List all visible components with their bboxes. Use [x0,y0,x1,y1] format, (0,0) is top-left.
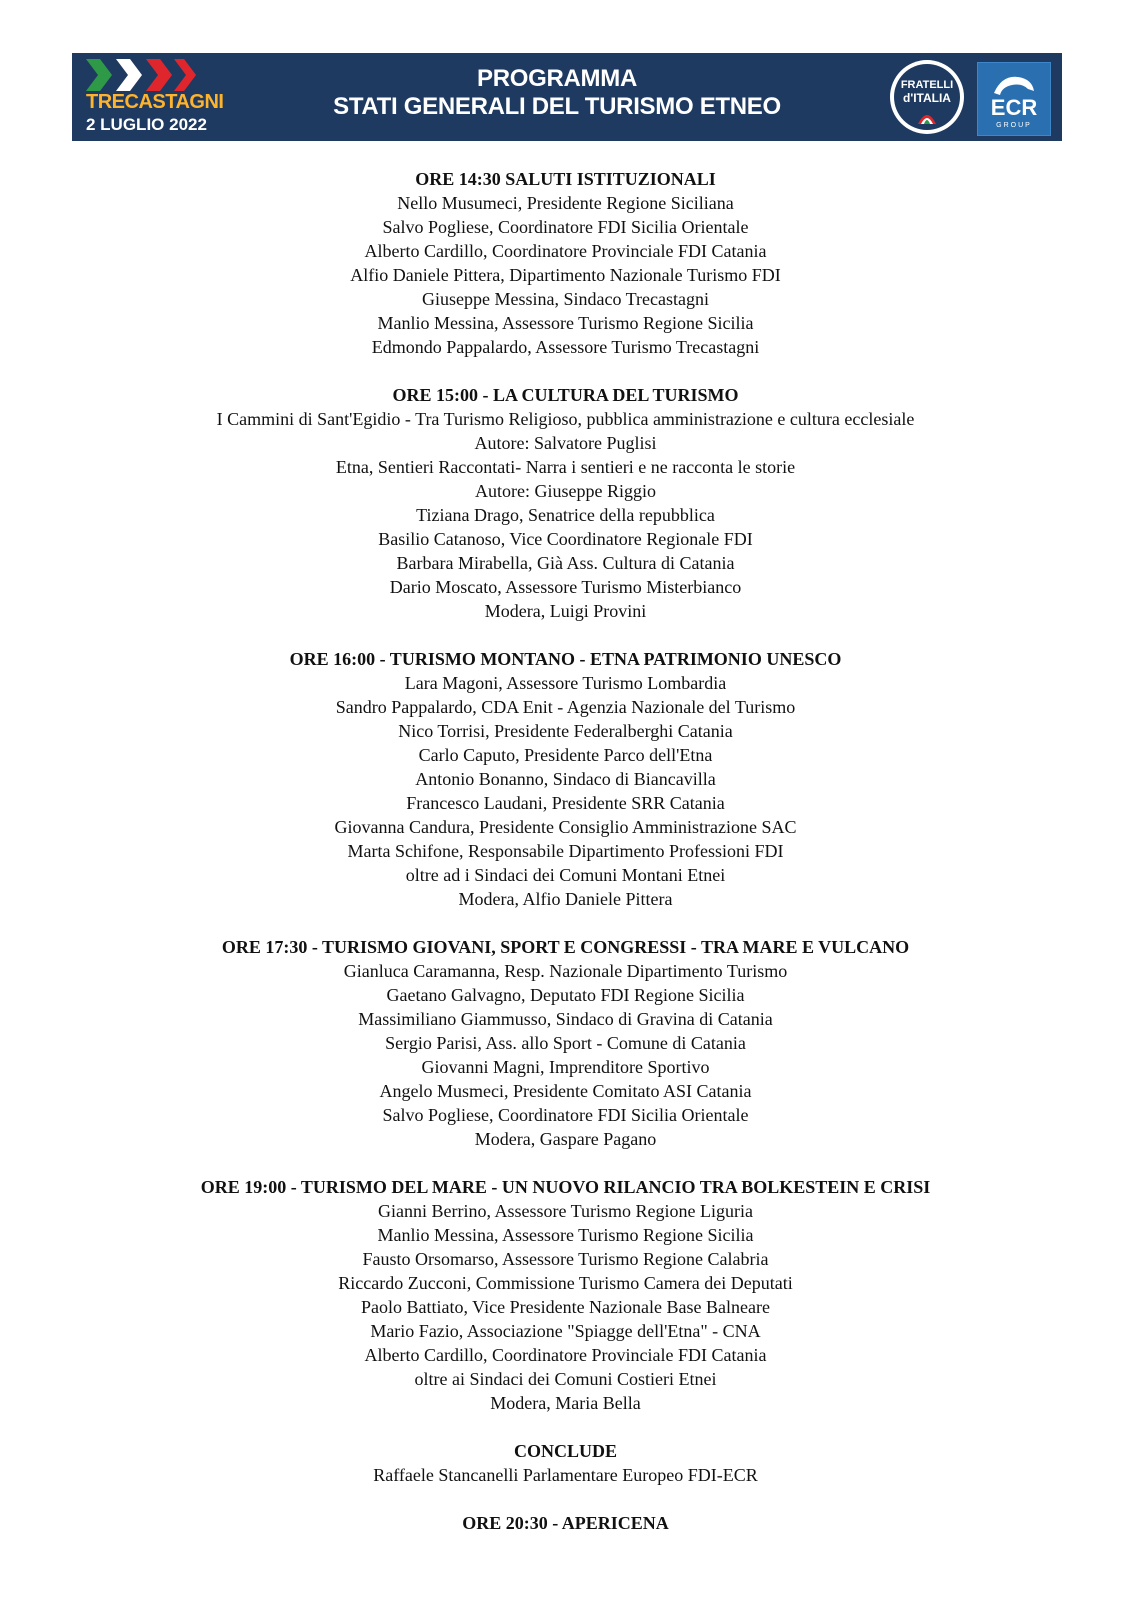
speaker-line: Nello Musumeci, Presidente Regione Siciliana [397,193,734,213]
section-heading [0,1175,1131,1199]
speaker-line: Angelo Musmeci, Presidente Comitato ASI Catania [379,1081,752,1101]
program-section [0,383,1131,623]
speaker-line: Salvo Pogliese, Coordinatore FDI Sicilia Orientale [382,1105,749,1125]
section-heading [0,1439,1131,1463]
speaker-line: Sergio Parisi, Ass. allo Sport - Comune di Catania [385,1033,746,1053]
speaker-line: Fausto Orsomarso, Assessore Turismo Regione Calabria [362,1249,769,1269]
program-section [0,935,1131,1151]
section-title: - TURISMO MONTANO - ETNA PATRIMONIO UNESCO [379,649,842,669]
speaker-line: Riccardo Zucconi, Commissione Turismo Camera dei Deputati [338,1273,793,1293]
speaker-line: Manlio Messina, Assessore Turismo Regione Sicilia [377,1225,754,1245]
speaker-line: Giovanna Candura, Presidente Consiglio Amministrazione SAC [334,817,797,837]
speaker-line: Giovanni Magni, Imprenditore Sportivo [421,1057,710,1077]
section-title: CONCLUDE [513,1441,617,1461]
ecr-lion-icon [978,63,1050,135]
program-section [0,1175,1131,1415]
section-time: ORE 14:30 [415,169,501,189]
section-title: - LA CULTURA DEL TURISMO [482,385,739,405]
speaker-line: Marta Schifone, Responsabile Dipartimento Professioni FDI [347,841,784,861]
section-heading [0,1511,1131,1535]
section-heading [0,167,1131,191]
section-time: ORE 16:00 [289,649,376,669]
speaker-line: Alfio Daniele Pittera, Dipartimento Nazionale Turismo FDI [350,265,781,285]
event-date: 2 LUGLIO 2022 [86,115,207,134]
section-title: - APERICENA [552,1513,669,1533]
program-section [0,1439,1131,1487]
section-title: - TURISMO GIOVANI, SPORT E CONGRESSI - TRA MARE E VULCANO [311,937,910,957]
speaker-line: Lara Magoni, Assessore Turismo Lombardia [404,673,727,693]
speaker-line: Nico Torrisi, Presidente Federalberghi Catania [398,721,733,741]
section-time: ORE 19:00 [200,1177,287,1197]
section-time: ORE 20:30 [462,1513,548,1533]
speaker-line: oltre ad i Sindaci dei Comuni Montani Etnei [405,865,726,885]
event-city: TRECASTAGNI [86,91,224,113]
ecr-group-logo [977,62,1051,136]
speaker-line: Autore: Salvatore Puglisi [474,433,657,453]
page-title [302,65,812,121]
program-section [0,167,1131,359]
speaker-line: Mario Fazio, Associazione "Spiagge dell'Etna" - CNA [370,1321,761,1341]
speaker-line: Modera, Alfio Daniele Pittera [458,889,673,909]
speaker-line: Salvo Pogliese, Coordinatore FDI Sicilia Orientale [382,217,749,237]
speaker-line: Barbara Mirabella, Già Ass. Cultura di Catania [396,553,735,573]
section-heading [0,935,1131,959]
header-banner [72,53,1062,141]
speaker-line: Alberto Cardillo, Coordinatore Provinciale FDI Catania [364,1345,767,1365]
speaker-line: Basilio Catanoso, Vice Coordinatore Regionale FDI [378,529,753,549]
speaker-line: Gianni Berrino, Assessore Turismo Regione Liguria [378,1201,753,1221]
speaker-line: Massimiliano Giammusso, Sindaco di Gravina di Catania [358,1009,773,1029]
speaker-line: oltre ai Sindaci dei Comuni Costieri Etnei [414,1369,717,1389]
speaker-line: Antonio Bonanno, Sindaco di Biancavilla [415,769,716,789]
group-logo-text: ECR [990,95,1038,120]
section-time: ORE 17:30 [221,937,308,957]
title-line-2: STATI GENERALI DEL TURISMO ETNEO [333,93,781,120]
speaker-line: Francesco Laudani, Presidente SRR Catania [406,793,725,813]
program-section [0,647,1131,911]
speaker-line: Manlio Messina, Assessore Turismo Regione Sicilia [377,313,754,333]
speaker-line: Dario Moscato, Assessore Turismo Misterbianco [389,577,742,597]
speaker-line: I Cammini di Sant'Egidio - Tra Turismo Religioso, pubblica amministrazione e cultura ecclesiale [216,409,915,429]
section-title: - TURISMO DEL MARE - UN NUOVO RILANCIO TRA BOLKESTEIN E CRISI [290,1177,931,1197]
speaker-line: Modera, Maria Bella [490,1393,641,1413]
speaker-line: Carlo Caputo, Presidente Parco dell'Etna [418,745,713,765]
tricolor-chevrons-icon [86,57,196,93]
speaker-line: Paolo Battiato, Vice Presidente Nazionale Base Balneare [361,1297,770,1317]
speaker-line: Giuseppe Messina, Sindaco Trecastagni [422,289,709,309]
title-line-1: PROGRAMMA [477,65,637,92]
speaker-line: Etna, Sentieri Raccontati- Narra i sentieri e ne racconta le storie [335,457,796,477]
speaker-line: Sandro Pappalardo, CDA Enit - Agenzia Nazionale del Turismo [335,697,796,717]
program-section [0,1511,1131,1535]
section-time: ORE 15:00 [392,385,478,405]
section-heading [0,647,1131,671]
fratelli-ditalia-logo-icon [888,58,966,136]
party-logo-text-1: FRATELLI [900,79,954,91]
speaker-line: Gianluca Caramanna, Resp. Nazionale Dipartimento Turismo [343,961,788,981]
speaker-line: Modera, Luigi Provini [484,601,647,621]
speaker-line: Alberto Cardillo, Coordinatore Provinciale FDI Catania [364,241,767,261]
speaker-line: Autore: Giuseppe Riggio [475,481,656,501]
group-logo-sub: GROUP [996,122,1032,129]
speaker-line: Tiziana Drago, Senatrice della repubblica [416,505,715,525]
speaker-line: Edmondo Pappalardo, Assessore Turismo Trecastagni [371,337,760,357]
speaker-line: Raffaele Stancanelli Parlamentare Europeo FDI-ECR [373,1465,758,1485]
section-title: SALUTI ISTITUZIONALI [505,169,716,189]
speaker-line: Modera, Gaspare Pagano [474,1129,657,1149]
section-heading [0,383,1131,407]
party-logo-text-2: d'ITALIA [903,91,951,105]
speaker-line: Gaetano Galvagno, Deputato FDI Regione Sicilia [386,985,745,1005]
program-list [0,167,1131,1559]
